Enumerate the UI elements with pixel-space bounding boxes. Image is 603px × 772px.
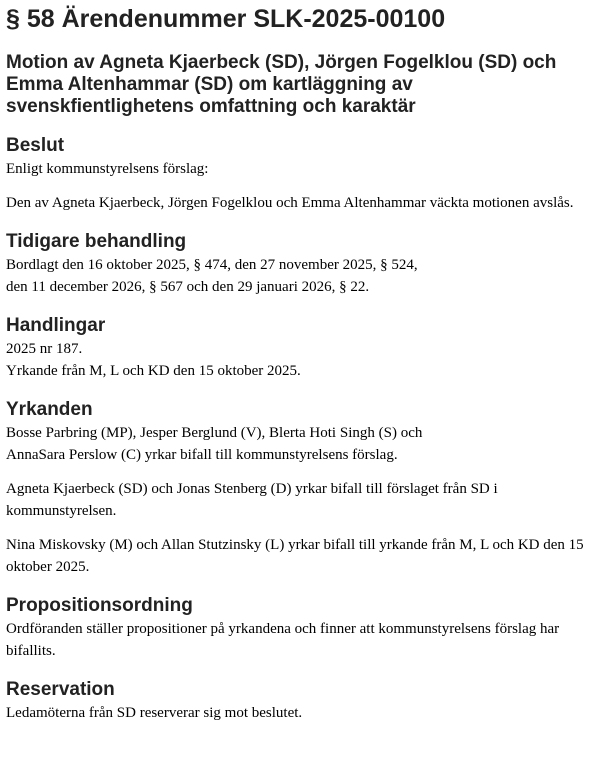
text-line: Bosse Parbring (MP), Jesper Berglund (V), Blerta Hoti Singh (S) och <box>6 425 423 441</box>
document-item: Yrkande från M, L och KD den 15 oktober 2025. <box>6 363 301 379</box>
section-tidigare-behandling <box>6 230 597 298</box>
section-heading: Beslut <box>6 135 65 156</box>
section-beslut <box>6 134 597 214</box>
section-heading: Propositionsordning <box>6 595 193 616</box>
section-heading: Tidigare behandling <box>6 231 187 252</box>
paragraph-title: § 58 Ärendenummer SLK-2025-00100 <box>6 5 446 33</box>
text-line: den 11 december 2026, § 567 och den 29 januari 2026, § 22. <box>6 279 370 295</box>
section-heading: Reservation <box>6 679 115 700</box>
subject-line: Motion av Agneta Kjaerbeck (SD), Jörgen Fogelklou (SD) och <box>6 52 557 73</box>
section-reservation <box>6 678 597 724</box>
text-line: AnnaSara Perslow (C) yrkar bifall till kommunstyrelsens förslag. <box>6 447 398 463</box>
section-handlingar <box>6 314 597 382</box>
section-heading: Handlingar <box>6 315 106 336</box>
decision-intro: Enligt kommunstyrelsens förslag: <box>6 161 209 177</box>
motion-claim: Nina Miskovsky (M) och Allan Stutzinsky (L) yrkar bifall till yrkande från M, L och KD den 15 oktober 2025. <box>6 537 584 575</box>
motion-claim: Agneta Kjaerbeck (SD) och Jonas Stenberg (D) yrkar bifall till förslaget från SD i kommunstyrelsen. <box>6 481 498 519</box>
documents-list <box>6 338 597 382</box>
decision-text: Den av Agneta Kjaerbeck, Jörgen Fogelklou och Emma Altenhammar väckta motionen avslås. <box>6 195 574 211</box>
previous-handling-text <box>6 254 597 298</box>
section-propositionsordning <box>6 594 597 662</box>
section-heading: Yrkanden <box>6 399 93 420</box>
motion-claim <box>6 422 597 466</box>
subject-line: svenskfientlighetens omfattning och karaktär <box>6 96 416 117</box>
reservation-text: Ledamöterna från SD reserverar sig mot beslutet. <box>6 705 303 721</box>
motion-subject <box>6 52 597 118</box>
section-yrkanden <box>6 398 597 578</box>
proposition-text: Ordföranden ställer propositioner på yrkandena och finner att kommunstyrelsens förslag har bifallits. <box>6 621 560 659</box>
document-item: 2025 nr 187. <box>6 341 83 357</box>
subject-line: Emma Altenhammar (SD) om kartläggning av <box>6 74 413 95</box>
text-line: Bordlagt den 16 oktober 2025, § 474, den 27 november 2025, § 524, <box>6 257 418 273</box>
